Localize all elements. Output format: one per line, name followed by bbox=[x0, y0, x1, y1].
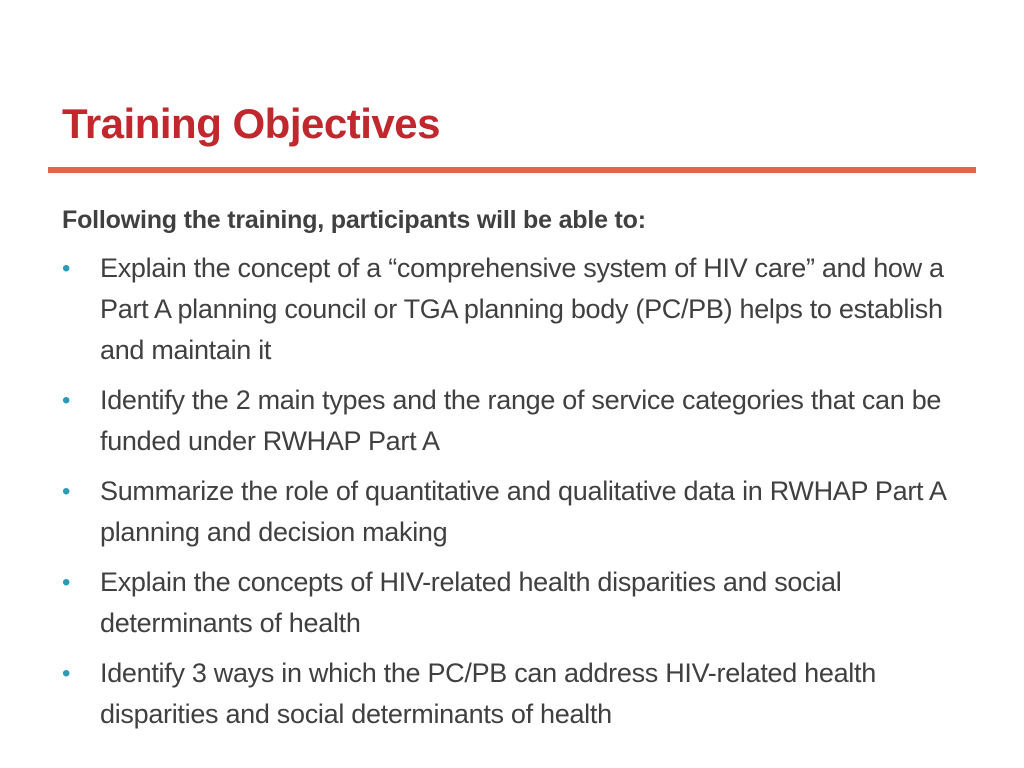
bullet-icon: • bbox=[62, 478, 71, 505]
objective-item bbox=[62, 562, 962, 644]
bullet-icon: • bbox=[62, 387, 71, 414]
objective-item bbox=[62, 471, 962, 553]
slide-title: Training Objectives bbox=[62, 100, 440, 147]
objective-text: Explain the concept of a “comprehensive system of HIV care” and how a Part A planning council or TGA planning body (PC/PB) helps to establish and maintain it bbox=[100, 253, 944, 365]
objective-item bbox=[62, 248, 962, 371]
slide-content bbox=[62, 200, 962, 744]
objective-text: Identify the 2 main types and the range of service categories that can be funded under RWHAP Part A bbox=[100, 385, 942, 456]
intro-text: Following the training, participants will be able to: bbox=[62, 206, 646, 234]
objective-text: Identify 3 ways in which the PC/PB can address HIV-related health disparities and social determinants of health bbox=[100, 658, 876, 729]
objective-text: Explain the concepts of HIV-related health disparities and social determinants of health bbox=[100, 567, 842, 638]
objective-item bbox=[62, 380, 962, 462]
title-divider bbox=[48, 167, 976, 173]
bullet-icon: • bbox=[62, 255, 71, 282]
objective-text: Summarize the role of quantitative and qualitative data in RWHAP Part A planning and decision making bbox=[100, 476, 946, 547]
bullet-icon: • bbox=[62, 660, 71, 687]
bullet-icon: • bbox=[62, 569, 71, 596]
objectives-list bbox=[62, 248, 962, 735]
objective-item bbox=[62, 653, 962, 735]
